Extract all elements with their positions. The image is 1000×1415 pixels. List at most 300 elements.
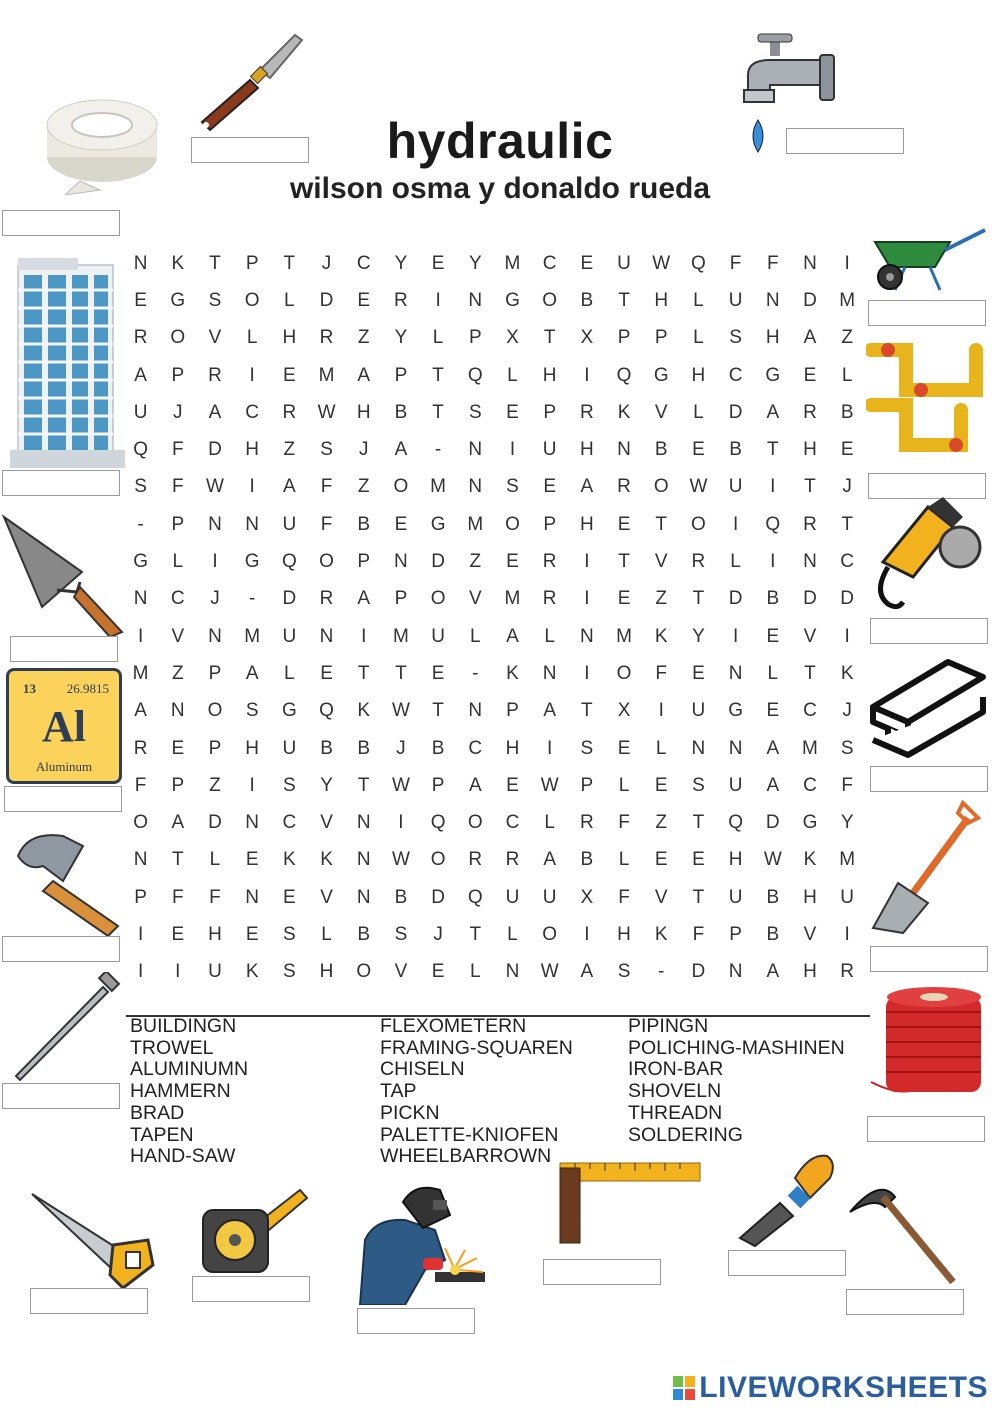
- grid-cell[interactable]: I: [175, 961, 181, 983]
- grid-cell[interactable]: F: [618, 812, 630, 834]
- grid-cell[interactable]: I: [584, 588, 590, 610]
- grid-cell[interactable]: E: [134, 289, 147, 311]
- grid-cell[interactable]: I: [770, 476, 776, 498]
- grid-cell[interactable]: M: [504, 252, 521, 274]
- grid-cell[interactable]: L: [655, 737, 667, 759]
- grid-cell[interactable]: B: [320, 737, 333, 759]
- grid-cell[interactable]: V: [320, 886, 333, 908]
- grid-cell[interactable]: Z: [209, 774, 221, 796]
- grid-cell[interactable]: N: [245, 886, 260, 908]
- grid-cell[interactable]: U: [840, 886, 855, 908]
- grid-cell[interactable]: W: [763, 849, 782, 871]
- grid-cell[interactable]: G: [281, 700, 297, 722]
- grid-cell[interactable]: N: [468, 289, 483, 311]
- grid-cell[interactable]: G: [728, 700, 743, 722]
- grid-cell[interactable]: H: [803, 886, 817, 908]
- grid-cell[interactable]: N: [319, 625, 334, 647]
- grid-cell[interactable]: T: [618, 551, 630, 573]
- grid-cell[interactable]: N: [245, 812, 260, 834]
- grid-cell[interactable]: A: [468, 774, 482, 796]
- grid-cell[interactable]: X: [580, 327, 594, 349]
- grid-cell[interactable]: N: [208, 625, 222, 647]
- grid-cell[interactable]: S: [320, 439, 333, 461]
- grid-cell[interactable]: A: [171, 812, 185, 834]
- grid-cell[interactable]: N: [728, 961, 743, 983]
- grid-cell[interactable]: P: [543, 513, 556, 535]
- grid-cell[interactable]: Z: [841, 327, 853, 349]
- grid-cell[interactable]: B: [357, 737, 371, 759]
- grid-cell[interactable]: E: [357, 289, 371, 311]
- grid-cell[interactable]: H: [579, 439, 594, 461]
- answer-box-soldering[interactable]: [357, 1308, 475, 1334]
- grid-cell[interactable]: T: [841, 513, 853, 535]
- grid-cell[interactable]: A: [580, 476, 594, 498]
- grid-cell[interactable]: I: [584, 923, 590, 945]
- grid-cell[interactable]: K: [654, 923, 668, 945]
- grid-cell[interactable]: R: [133, 737, 148, 759]
- grid-cell[interactable]: Q: [728, 812, 743, 834]
- grid-cell[interactable]: U: [728, 886, 743, 908]
- grid-cell[interactable]: I: [844, 252, 850, 274]
- grid-cell[interactable]: O: [244, 289, 260, 311]
- grid-cell[interactable]: E: [506, 551, 519, 573]
- grid-cell[interactable]: K: [617, 401, 631, 423]
- grid-cell[interactable]: I: [844, 625, 850, 647]
- grid-cell[interactable]: S: [617, 961, 631, 983]
- grid-cell[interactable]: I: [584, 364, 590, 386]
- grid-cell[interactable]: G: [430, 513, 446, 535]
- grid-cell[interactable]: B: [766, 886, 780, 908]
- grid-cell[interactable]: S: [692, 774, 705, 796]
- grid-cell[interactable]: V: [803, 923, 817, 945]
- grid-cell[interactable]: F: [320, 513, 333, 535]
- grid-cell[interactable]: R: [133, 327, 148, 349]
- grid-cell[interactable]: N: [394, 551, 408, 573]
- grid-cell[interactable]: J: [173, 401, 183, 423]
- grid-cell[interactable]: O: [207, 700, 223, 722]
- grid-cell[interactable]: P: [506, 700, 519, 722]
- grid-cell[interactable]: X: [580, 886, 594, 908]
- grid-cell[interactable]: B: [766, 588, 780, 610]
- grid-cell[interactable]: B: [766, 923, 780, 945]
- grid-cell[interactable]: C: [728, 364, 743, 386]
- grid-cell[interactable]: F: [209, 886, 221, 908]
- grid-cell[interactable]: D: [803, 289, 817, 311]
- grid-cell[interactable]: N: [468, 700, 483, 722]
- grid-cell[interactable]: U: [208, 961, 222, 983]
- grid-cell[interactable]: A: [543, 700, 556, 722]
- grid-cell[interactable]: U: [617, 252, 631, 274]
- grid-cell[interactable]: G: [802, 812, 818, 834]
- grid-cell[interactable]: Q: [467, 364, 483, 386]
- grid-cell[interactable]: N: [617, 439, 631, 461]
- grid-cell[interactable]: W: [689, 476, 708, 498]
- grid-cell[interactable]: S: [245, 700, 259, 722]
- grid-cell[interactable]: I: [398, 812, 404, 834]
- grid-cell[interactable]: Z: [655, 812, 668, 834]
- grid-cell[interactable]: I: [584, 551, 590, 573]
- grid-cell[interactable]: O: [653, 476, 669, 498]
- grid-cell[interactable]: S: [134, 476, 147, 498]
- grid-cell[interactable]: I: [584, 662, 590, 684]
- grid-cell[interactable]: T: [618, 289, 630, 311]
- grid-cell[interactable]: V: [654, 401, 668, 423]
- answer-box-hand-saw[interactable]: [30, 1288, 148, 1314]
- grid-cell[interactable]: F: [692, 923, 705, 945]
- grid-cell[interactable]: L: [693, 289, 704, 311]
- grid-cell[interactable]: L: [209, 849, 221, 871]
- grid-cell[interactable]: I: [732, 625, 739, 647]
- grid-cell[interactable]: -: [137, 513, 144, 535]
- grid-cell[interactable]: F: [766, 252, 779, 274]
- grid-cell[interactable]: G: [505, 289, 520, 311]
- grid-cell[interactable]: S: [283, 961, 296, 983]
- grid-cell[interactable]: F: [618, 886, 630, 908]
- grid-cell[interactable]: E: [506, 401, 519, 423]
- grid-cell[interactable]: T: [357, 774, 370, 796]
- grid-cell[interactable]: A: [134, 364, 147, 386]
- grid-cell[interactable]: R: [542, 588, 557, 610]
- grid-cell[interactable]: T: [655, 513, 668, 535]
- grid-cell[interactable]: E: [171, 923, 185, 945]
- grid-cell[interactable]: M: [802, 737, 818, 759]
- grid-cell[interactable]: H: [245, 737, 260, 759]
- grid-cell[interactable]: -: [472, 662, 479, 684]
- answer-box-hammer[interactable]: [2, 936, 120, 962]
- grid-cell[interactable]: S: [580, 737, 594, 759]
- grid-cell[interactable]: N: [208, 513, 222, 535]
- grid-cell[interactable]: I: [770, 551, 776, 573]
- grid-cell[interactable]: U: [282, 513, 297, 535]
- grid-cell[interactable]: P: [357, 551, 371, 573]
- grid-cell[interactable]: A: [283, 476, 296, 498]
- grid-cell[interactable]: K: [320, 849, 333, 871]
- grid-cell[interactable]: O: [505, 513, 520, 535]
- grid-cell[interactable]: X: [506, 327, 519, 349]
- grid-cell[interactable]: E: [431, 961, 445, 983]
- grid-cell[interactable]: S: [506, 476, 519, 498]
- grid-cell[interactable]: K: [245, 961, 259, 983]
- grid-cell[interactable]: E: [543, 476, 556, 498]
- grid-cell[interactable]: P: [134, 886, 147, 908]
- grid-cell[interactable]: C: [282, 812, 297, 834]
- grid-cell[interactable]: L: [693, 401, 704, 423]
- grid-cell[interactable]: S: [283, 923, 296, 945]
- grid-cell[interactable]: E: [654, 774, 668, 796]
- grid-cell[interactable]: T: [692, 588, 705, 610]
- grid-cell[interactable]: L: [544, 625, 555, 647]
- grid-cell[interactable]: A: [357, 364, 371, 386]
- grid-cell[interactable]: P: [171, 513, 185, 535]
- grid-cell[interactable]: F: [841, 774, 853, 796]
- grid-cell[interactable]: N: [245, 513, 260, 535]
- grid-cell[interactable]: S: [283, 774, 296, 796]
- grid-cell[interactable]: R: [691, 551, 706, 573]
- liveworksheets-logo[interactable]: [673, 1371, 988, 1405]
- grid-cell[interactable]: U: [431, 625, 445, 647]
- grid-cell[interactable]: N: [728, 737, 743, 759]
- grid-cell[interactable]: F: [729, 252, 742, 274]
- grid-cell[interactable]: W: [391, 774, 410, 796]
- grid-cell[interactable]: T: [395, 662, 407, 684]
- grid-cell[interactable]: T: [804, 662, 816, 684]
- grid-cell[interactable]: D: [431, 551, 445, 573]
- grid-cell[interactable]: I: [547, 737, 553, 759]
- grid-cell[interactable]: V: [208, 327, 222, 349]
- grid-cell[interactable]: K: [357, 700, 371, 722]
- grid-cell[interactable]: C: [542, 252, 557, 274]
- grid-cell[interactable]: B: [357, 923, 371, 945]
- grid-cell[interactable]: E: [171, 737, 185, 759]
- grid-cell[interactable]: N: [170, 700, 185, 722]
- grid-cell[interactable]: F: [320, 476, 333, 498]
- grid-cell[interactable]: V: [320, 812, 333, 834]
- grid-cell[interactable]: R: [505, 849, 520, 871]
- grid-cell[interactable]: K: [803, 849, 817, 871]
- grid-cell[interactable]: Q: [319, 700, 334, 722]
- grid-cell[interactable]: C: [170, 588, 185, 610]
- grid-cell[interactable]: A: [766, 737, 780, 759]
- grid-cell[interactable]: I: [435, 289, 441, 311]
- grid-cell[interactable]: Q: [691, 252, 706, 274]
- grid-cell[interactable]: A: [543, 849, 556, 871]
- grid-cell[interactable]: M: [616, 625, 632, 647]
- grid-cell[interactable]: E: [617, 588, 631, 610]
- grid-cell[interactable]: P: [208, 737, 222, 759]
- grid-cell[interactable]: O: [170, 327, 186, 349]
- grid-cell[interactable]: R: [579, 401, 594, 423]
- grid-cell[interactable]: -: [248, 588, 256, 610]
- grid-cell[interactable]: G: [133, 551, 148, 573]
- grid-cell[interactable]: E: [840, 439, 854, 461]
- grid-cell[interactable]: E: [580, 252, 594, 274]
- grid-cell[interactable]: D: [728, 401, 743, 423]
- grid-cell[interactable]: W: [391, 700, 410, 722]
- grid-cell[interactable]: B: [357, 513, 371, 535]
- grid-cell[interactable]: S: [468, 401, 482, 423]
- grid-cell[interactable]: B: [580, 849, 594, 871]
- grid-cell[interactable]: H: [617, 923, 631, 945]
- grid-cell[interactable]: K: [654, 625, 668, 647]
- grid-cell[interactable]: F: [134, 774, 147, 796]
- answer-box-iron-bar[interactable]: [870, 766, 988, 792]
- grid-cell[interactable]: Y: [692, 625, 705, 647]
- grid-cell[interactable]: D: [840, 588, 855, 610]
- grid-cell[interactable]: P: [171, 774, 185, 796]
- grid-cell[interactable]: N: [765, 289, 780, 311]
- grid-cell[interactable]: -: [434, 439, 442, 461]
- grid-cell[interactable]: D: [691, 961, 706, 983]
- grid-cell[interactable]: E: [431, 252, 445, 274]
- grid-cell[interactable]: J: [433, 923, 443, 945]
- grid-cell[interactable]: U: [728, 476, 743, 498]
- grid-cell[interactable]: B: [431, 737, 445, 759]
- grid-cell[interactable]: H: [208, 923, 222, 945]
- grid-cell[interactable]: E: [506, 774, 519, 796]
- grid-cell[interactable]: T: [804, 476, 816, 498]
- grid-cell[interactable]: Q: [281, 551, 297, 573]
- grid-cell[interactable]: U: [728, 289, 743, 311]
- grid-cell[interactable]: R: [803, 401, 817, 423]
- grid-cell[interactable]: N: [542, 662, 557, 684]
- grid-cell[interactable]: Q: [616, 364, 632, 386]
- grid-cell[interactable]: E: [320, 662, 333, 684]
- grid-cell[interactable]: H: [803, 961, 817, 983]
- grid-cell[interactable]: Z: [357, 327, 370, 349]
- grid-cell[interactable]: X: [617, 700, 631, 722]
- grid-cell[interactable]: J: [321, 252, 332, 274]
- grid-cell[interactable]: A: [766, 774, 780, 796]
- grid-cell[interactable]: R: [468, 849, 483, 871]
- grid-cell[interactable]: O: [430, 588, 446, 610]
- grid-cell[interactable]: A: [580, 961, 594, 983]
- grid-cell[interactable]: M: [839, 289, 856, 311]
- grid-cell[interactable]: O: [319, 551, 334, 573]
- grid-cell[interactable]: L: [172, 551, 184, 573]
- grid-cell[interactable]: W: [206, 476, 224, 498]
- grid-cell[interactable]: I: [732, 513, 739, 535]
- grid-cell[interactable]: L: [321, 923, 332, 945]
- grid-cell[interactable]: L: [469, 961, 481, 983]
- grid-cell[interactable]: P: [245, 252, 259, 274]
- grid-cell[interactable]: T: [283, 252, 296, 274]
- grid-cell[interactable]: D: [208, 439, 222, 461]
- grid-cell[interactable]: H: [691, 364, 706, 386]
- grid-cell[interactable]: T: [692, 886, 705, 908]
- answer-box-wheelbarrow[interactable]: [868, 300, 986, 326]
- grid-cell[interactable]: H: [282, 327, 297, 349]
- grid-cell[interactable]: V: [654, 551, 668, 573]
- grid-cell[interactable]: F: [171, 439, 184, 461]
- grid-cell[interactable]: O: [430, 849, 446, 871]
- grid-cell[interactable]: A: [506, 625, 519, 647]
- grid-cell[interactable]: Y: [394, 327, 408, 349]
- grid-cell[interactable]: Z: [357, 476, 370, 498]
- grid-cell[interactable]: B: [580, 289, 594, 311]
- grid-cell[interactable]: F: [171, 476, 184, 498]
- grid-cell[interactable]: F: [655, 662, 668, 684]
- grid-cell[interactable]: H: [728, 849, 743, 871]
- grid-cell[interactable]: V: [654, 886, 668, 908]
- grid-cell[interactable]: T: [692, 812, 705, 834]
- grid-cell[interactable]: W: [652, 252, 671, 274]
- answer-box-tap[interactable]: [786, 128, 904, 154]
- grid-cell[interactable]: I: [137, 961, 144, 983]
- grid-cell[interactable]: N: [468, 439, 483, 461]
- grid-cell[interactable]: A: [803, 327, 817, 349]
- grid-cell[interactable]: R: [803, 513, 817, 535]
- grid-cell[interactable]: Y: [468, 252, 482, 274]
- grid-cell[interactable]: A: [134, 700, 147, 722]
- grid-cell[interactable]: P: [654, 327, 668, 349]
- grid-cell[interactable]: B: [654, 439, 668, 461]
- grid-cell[interactable]: S: [394, 923, 408, 945]
- grid-cell[interactable]: R: [319, 327, 334, 349]
- grid-cell[interactable]: N: [133, 588, 148, 610]
- grid-cell[interactable]: E: [692, 439, 705, 461]
- grid-cell[interactable]: L: [469, 625, 481, 647]
- grid-cell[interactable]: Q: [430, 812, 446, 834]
- grid-cell[interactable]: L: [767, 662, 779, 684]
- grid-cell[interactable]: T: [432, 364, 444, 386]
- grid-cell[interactable]: T: [432, 401, 444, 423]
- grid-cell[interactable]: G: [765, 364, 781, 386]
- grid-cell[interactable]: L: [544, 812, 555, 834]
- grid-cell[interactable]: L: [284, 289, 295, 311]
- grid-cell[interactable]: G: [170, 289, 186, 311]
- grid-cell[interactable]: T: [543, 327, 556, 349]
- grid-cell[interactable]: R: [840, 961, 855, 983]
- grid-cell[interactable]: H: [579, 513, 594, 535]
- grid-cell[interactable]: R: [394, 289, 408, 311]
- answer-box-brad[interactable]: [2, 1083, 120, 1109]
- grid-cell[interactable]: W: [391, 849, 410, 871]
- grid-cell[interactable]: G: [244, 551, 260, 573]
- grid-cell[interactable]: L: [432, 327, 444, 349]
- answer-box-aluminum[interactable]: [4, 786, 122, 812]
- grid-cell[interactable]: D: [728, 588, 743, 610]
- grid-cell[interactable]: N: [505, 961, 520, 983]
- grid-cell[interactable]: R: [319, 588, 334, 610]
- grid-cell[interactable]: L: [618, 774, 630, 796]
- grid-cell[interactable]: N: [468, 476, 483, 498]
- grid-cell[interactable]: U: [542, 439, 557, 461]
- grid-cell[interactable]: U: [691, 700, 706, 722]
- grid-cell[interactable]: L: [507, 364, 518, 386]
- grid-cell[interactable]: O: [133, 812, 148, 834]
- grid-cell[interactable]: E: [617, 513, 631, 535]
- answer-box-thread[interactable]: [867, 1116, 985, 1142]
- grid-cell[interactable]: A: [208, 401, 222, 423]
- grid-cell[interactable]: S: [840, 737, 854, 759]
- grid-cell[interactable]: I: [137, 923, 144, 945]
- answer-box-framing-square[interactable]: [543, 1259, 661, 1285]
- grid-cell[interactable]: O: [356, 961, 372, 983]
- grid-cell[interactable]: P: [617, 327, 631, 349]
- grid-cell[interactable]: J: [842, 476, 852, 498]
- grid-cell[interactable]: U: [728, 774, 743, 796]
- grid-cell[interactable]: R: [282, 401, 297, 423]
- grid-cell[interactable]: I: [509, 439, 516, 461]
- grid-cell[interactable]: H: [245, 439, 260, 461]
- grid-cell[interactable]: L: [693, 327, 704, 349]
- grid-cell[interactable]: Q: [765, 513, 781, 535]
- grid-cell[interactable]: Y: [320, 774, 333, 796]
- grid-cell[interactable]: D: [282, 588, 297, 610]
- grid-cell[interactable]: Q: [133, 439, 148, 461]
- grid-cell[interactable]: H: [505, 737, 520, 759]
- answer-box-trowel[interactable]: [10, 636, 118, 662]
- grid-cell[interactable]: A: [245, 662, 259, 684]
- grid-cell[interactable]: H: [356, 401, 371, 423]
- grid-cell[interactable]: P: [208, 662, 222, 684]
- grid-cell[interactable]: T: [357, 662, 370, 684]
- grid-cell[interactable]: E: [245, 923, 259, 945]
- grid-cell[interactable]: O: [542, 289, 558, 311]
- grid-cell[interactable]: B: [840, 401, 854, 423]
- grid-cell[interactable]: L: [246, 327, 258, 349]
- grid-cell[interactable]: E: [654, 849, 668, 871]
- grid-cell[interactable]: V: [394, 961, 408, 983]
- grid-cell[interactable]: W: [540, 774, 559, 796]
- grid-cell[interactable]: C: [245, 401, 260, 423]
- grid-cell[interactable]: U: [282, 625, 297, 647]
- grid-cell[interactable]: T: [766, 439, 779, 461]
- grid-cell[interactable]: N: [803, 551, 817, 573]
- grid-cell[interactable]: M: [392, 625, 409, 647]
- grid-cell[interactable]: O: [691, 513, 706, 535]
- grid-cell[interactable]: E: [766, 625, 780, 647]
